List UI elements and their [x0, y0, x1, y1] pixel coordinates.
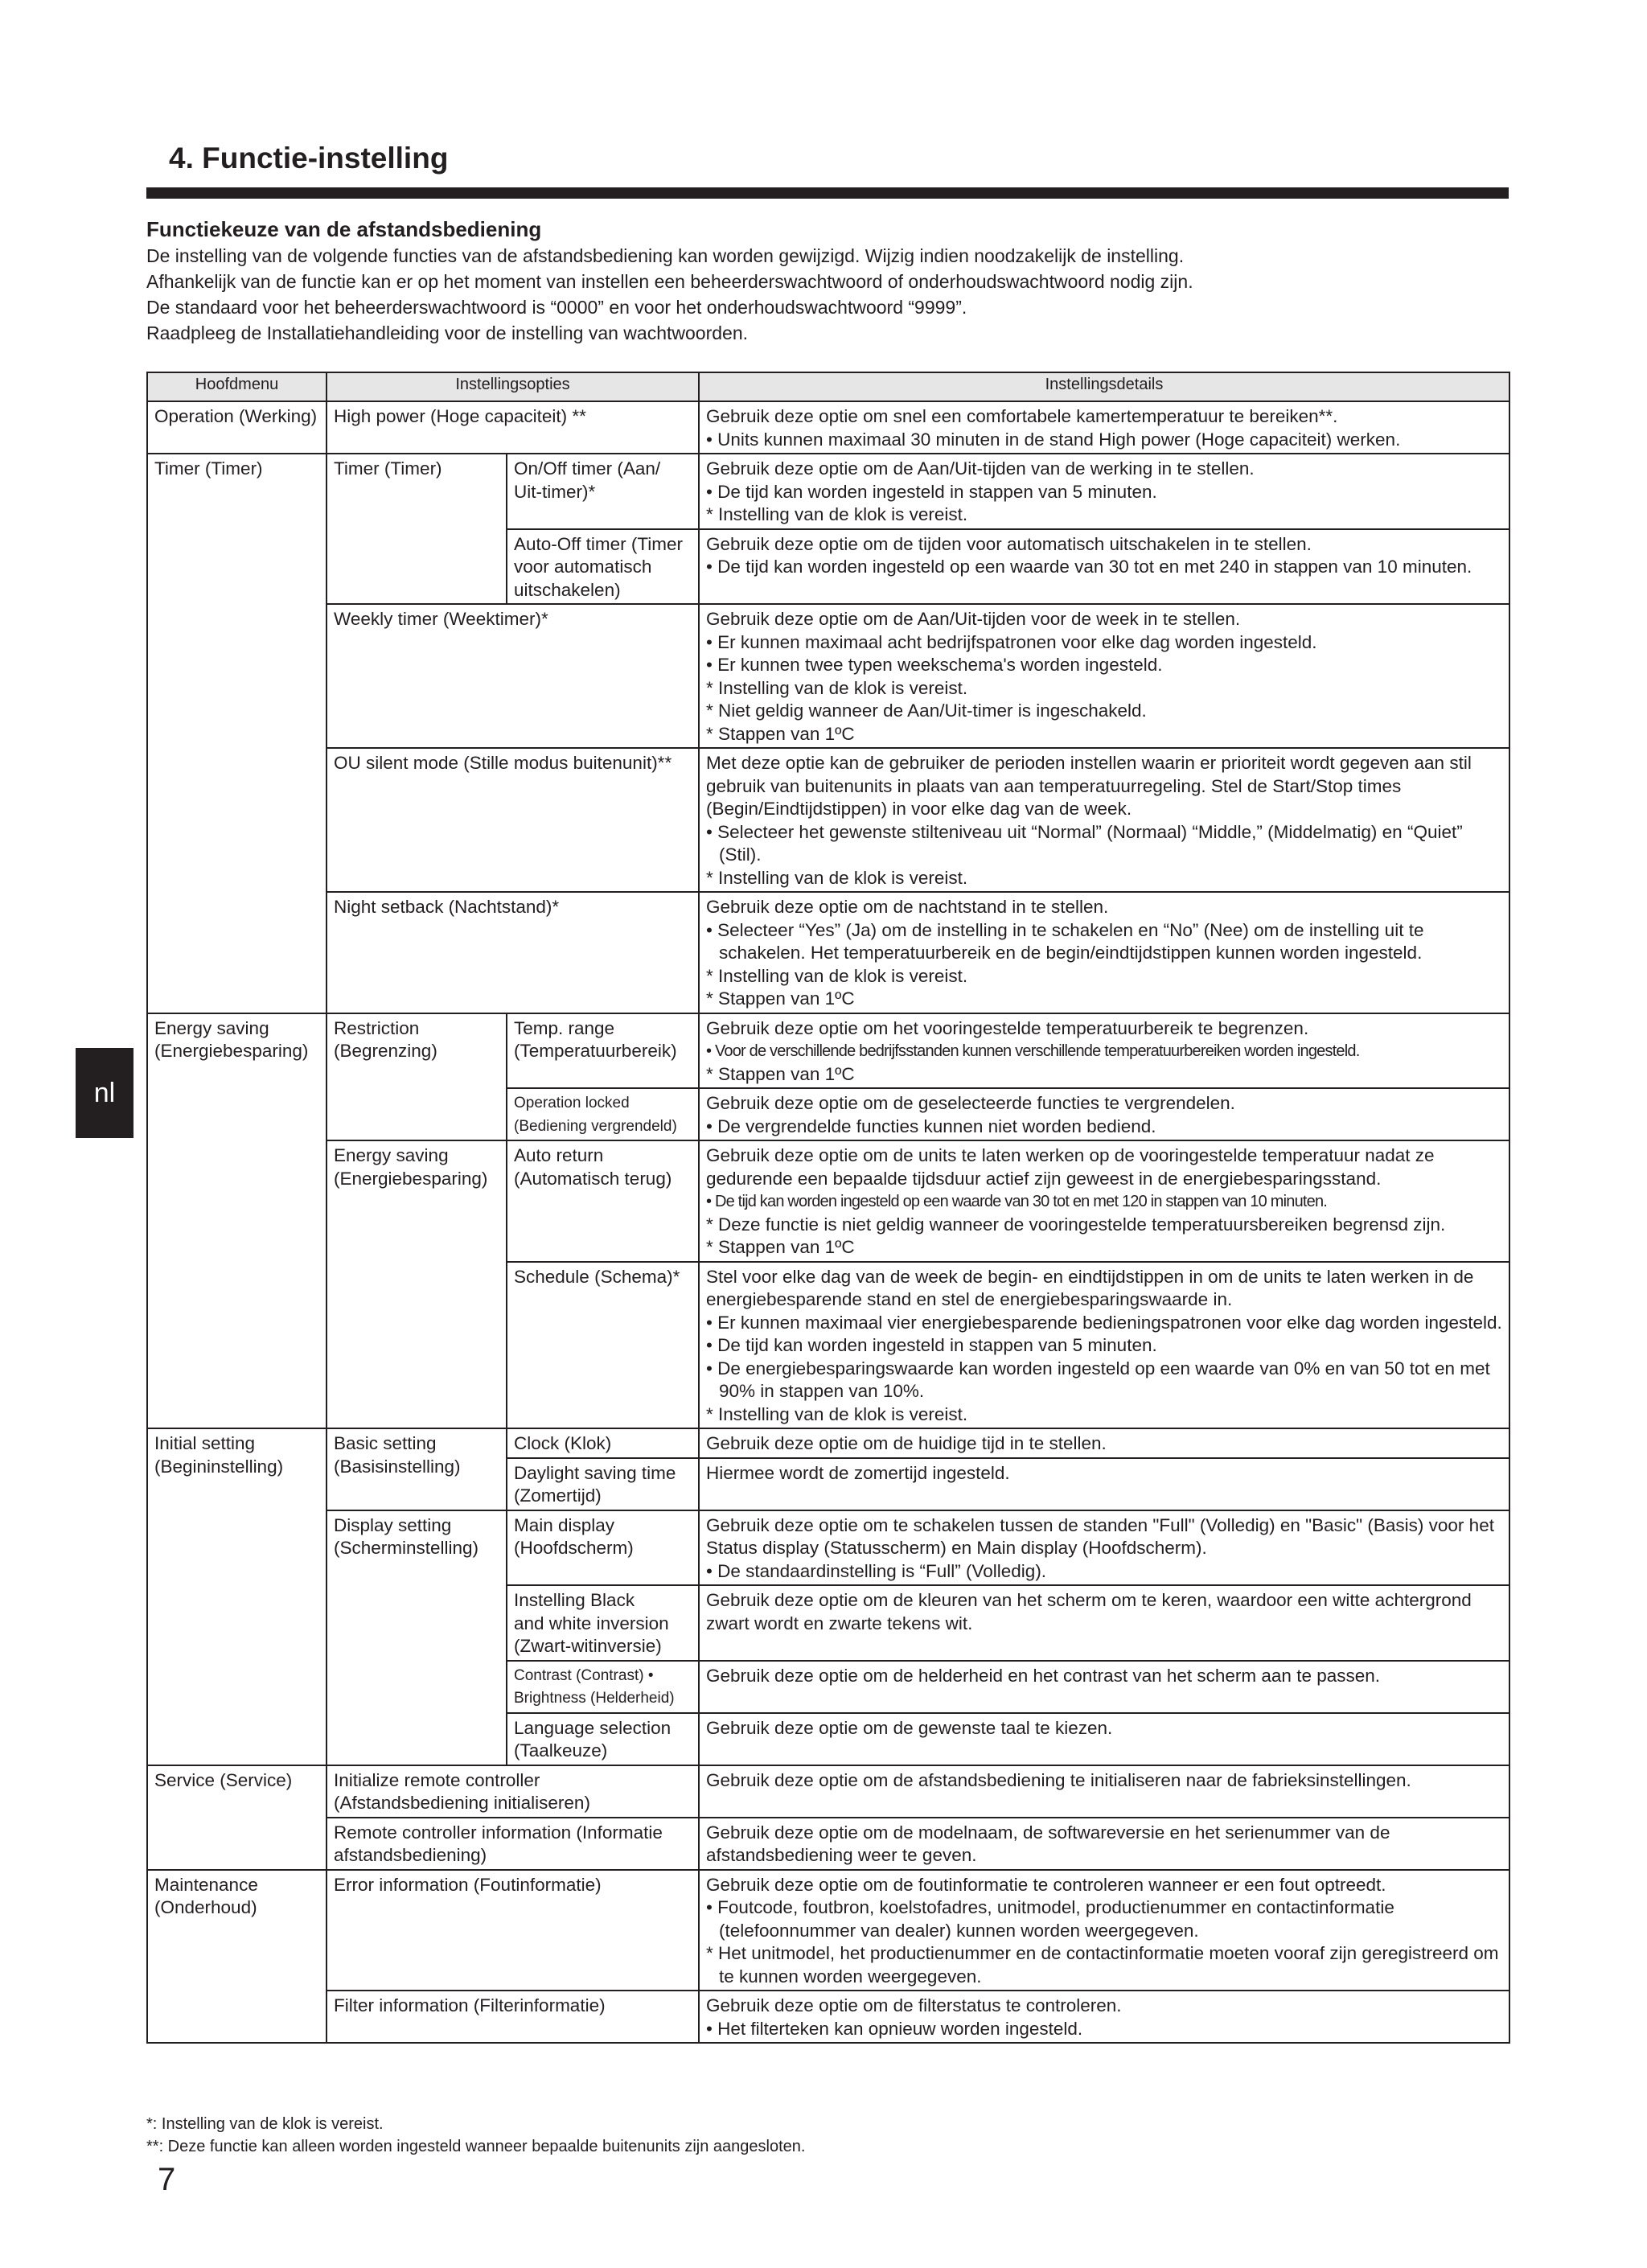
- details-initialize-remote: [699, 1765, 1509, 1818]
- option-line: and white inversion: [514, 1613, 669, 1633]
- details-temp-range: [699, 1013, 1509, 1089]
- menu-line: Initial setting: [154, 1433, 256, 1453]
- details-weekly-timer: [699, 604, 1509, 748]
- title-divider: [146, 187, 1509, 199]
- detail-line: * Stappen van 1ºC: [706, 723, 855, 744]
- detail-line: * Stappen van 1ºC: [706, 1237, 855, 1257]
- detail-line: • De energiebesparingswaarde kan worden ingesteld op een waarde van 0% en van 50 tot en met 90% in stappen van 10%.: [706, 1358, 1490, 1401]
- details-contrast-brightness: [699, 1661, 1509, 1713]
- intro-line: Raadpleeg de Installatiehandleiding voor de instelling van wachtwoorden.: [146, 323, 749, 343]
- detail-line: * Stappen van 1ºC: [706, 1063, 855, 1084]
- option-line: (Hoofdscherm): [514, 1538, 634, 1558]
- table-row: [147, 748, 1509, 892]
- detail-line: Gebruik deze optie om de kleuren van het scherm om te keren, waardoor een witte achtergrond zwart wordt en zwarte tekens wit.: [706, 1590, 1472, 1633]
- option-line: afstandsbediening): [334, 1845, 487, 1865]
- detail-line: * Instelling van de klok is vereist.: [706, 1403, 968, 1424]
- detail-line: * Instelling van de klok is vereist.: [706, 677, 968, 698]
- option-display-setting: [327, 1510, 507, 1765]
- option-line: Operation locked: [514, 1095, 630, 1111]
- details-operation-locked: [699, 1088, 1509, 1140]
- option-line: voor automatisch: [514, 557, 652, 577]
- detail-line: Met deze optie kan de gebruiker de perioden instellen waarin er prioriteit wordt gegeven aan stil gebruik van buitenunits in plaats van aan temperatuurregeling. Stel de Start/Stop times (Begin/Eindtijdstippen) in voor elke dag van de week.: [706, 753, 1472, 819]
- details-high-power: [699, 401, 1509, 454]
- detail-line: Gebruik deze optie om de huidige tijd in te stellen.: [706, 1433, 1107, 1453]
- option-line: Contrast (Contrast) •: [514, 1666, 654, 1684]
- option-operation-locked: [507, 1088, 699, 1140]
- menu-line: Maintenance: [154, 1874, 258, 1895]
- detail-line: • Voor de verschillende bedrijfsstanden kunnen verschillende temperatuurbereiken worden ingesteld.: [706, 1042, 1360, 1060]
- details-filter-info: [699, 1991, 1509, 2043]
- option-error-info: Error information (Foutinformatie): [327, 1870, 699, 1991]
- option-daylight-saving: [507, 1458, 699, 1510]
- detail-line: • De vergrendelde functies kunnen niet worden bediend.: [706, 1116, 1156, 1136]
- table-row: [147, 1013, 1509, 1089]
- option-filter-info: Filter information (Filterinformatie): [327, 1991, 699, 2043]
- intro-line: De instelling van de volgende functies van de afstandsbediening kan worden gewijzigd. Wijzig indien noodzakelijk de instelling.: [146, 245, 1185, 266]
- details-main-display: [699, 1510, 1509, 1586]
- details-daylight-saving: [699, 1458, 1509, 1510]
- option-line: Daylight saving time: [514, 1462, 676, 1483]
- option-contrast-brightness: [507, 1661, 699, 1713]
- detail-line: • Foutcode, foutbron, koelstofadres, unitmodel, productienummer en contactinformatie (telefoonnummer van dealer) kunnen worden weergegeven.: [706, 1897, 1394, 1941]
- option-timer: Timer (Timer): [327, 454, 507, 604]
- details-onoff-timer: [699, 454, 1509, 529]
- option-line: Language selection: [514, 1717, 672, 1738]
- col-header-options: Instellingsopties: [327, 372, 699, 401]
- option-line: Temp. range: [514, 1017, 615, 1038]
- option-main-display: [507, 1510, 699, 1586]
- menu-line: (Begininstelling): [154, 1456, 284, 1477]
- function-settings-table: [146, 372, 1510, 2044]
- menu-service: Service (Service): [147, 1765, 327, 1870]
- option-energy-saving: [327, 1140, 507, 1428]
- option-temp-range: [507, 1013, 699, 1089]
- detail-line: Gebruik deze optie om de helderheid en het contrast van het scherm aan te passen.: [706, 1665, 1381, 1686]
- table-row: [147, 1510, 1509, 1586]
- option-clock: Clock (Klok): [507, 1428, 699, 1458]
- detail-line: Gebruik deze optie om het vooringestelde temperatuurbereik te begrenzen.: [706, 1017, 1309, 1038]
- option-line: (Energiebesparing): [334, 1168, 488, 1189]
- table-row: [147, 1140, 1509, 1262]
- detail-line: Gebruik deze optie om te schakelen tussen de standen "Full" (Volledig) en "Basic" (Basis) voor het Status display (Statusscherm) en Main display (Hoofdscherm).: [706, 1514, 1494, 1558]
- detail-line: • Units kunnen maximaal 30 minuten in de stand High power (Hoge capaciteit) werken.: [706, 429, 1401, 450]
- menu-operation: Operation (Werking): [147, 401, 327, 454]
- details-remote-info: [699, 1818, 1509, 1870]
- option-line: (Temperatuurbereik): [514, 1041, 677, 1061]
- option-initialize-remote: [327, 1765, 699, 1818]
- option-line: (Taalkeuze): [514, 1740, 608, 1761]
- detail-line: Gebruik deze optie om de modelnaam, de softwareversie en het serienummer van de afstandsbediening weer te geven.: [706, 1822, 1390, 1865]
- detail-line: * Instelling van de klok is vereist.: [706, 504, 968, 524]
- detail-line: Gebruik deze optie om de geselecteerde functies te vergrendelen.: [706, 1093, 1235, 1113]
- option-ou-silent-mode: OU silent mode (Stille modus buitenunit)**: [327, 748, 699, 892]
- option-auto-return: [507, 1140, 699, 1262]
- details-clock: [699, 1428, 1509, 1458]
- detail-line: * Het unitmodel, het productienummer en de contactinformatie moeten vooraf zijn geregistreerd om te kunnen worden weergegeven.: [706, 1943, 1499, 1987]
- col-header-main-menu: Hoofdmenu: [147, 372, 327, 401]
- option-remote-info: [327, 1818, 699, 1870]
- table-row: [147, 1818, 1509, 1870]
- table-row: [147, 1428, 1509, 1458]
- details-ou-silent-mode: [699, 748, 1509, 892]
- table-row: [147, 1870, 1509, 1991]
- detail-line: Gebruik deze optie om de tijden voor automatisch uitschakelen in te stellen.: [706, 533, 1312, 554]
- detail-line: Gebruik deze optie om de afstandsbediening te initialiseren naar de fabrieksinstellingen.: [706, 1769, 1411, 1790]
- option-line: Remote controller information (Informatie: [334, 1822, 663, 1843]
- option-line: Initialize remote controller: [334, 1769, 540, 1790]
- detail-line: Gebruik deze optie om de nachtstand in te stellen.: [706, 897, 1109, 917]
- intro-line: Afhankelijk van de functie kan er op het moment van instellen een beheerderswachtwoord of onderhoudswachtwoord nodig zijn.: [146, 271, 1193, 292]
- option-line: Uit-timer)*: [514, 481, 596, 502]
- option-line: Main display: [514, 1514, 615, 1535]
- option-basic-setting: [327, 1428, 507, 1510]
- table-row: [147, 892, 1509, 1013]
- detail-line: • Er kunnen maximaal vier energiebesparende bedieningspatronen voor elke dag worden ingesteld.: [706, 1312, 1502, 1333]
- details-language-selection: [699, 1713, 1509, 1765]
- detail-line: • De tijd kan worden ingesteld in stappen van 5 minuten.: [706, 1335, 1157, 1355]
- option-line: Display setting: [334, 1514, 452, 1535]
- option-line: On/Off timer (Aan/: [514, 458, 661, 479]
- detail-line: Gebruik deze optie om de units te laten werken op de vooringestelde temperatuur nadat ze gedurende een bepaalde tijdsduur actief zijn geweest in de energiebesparingsstand.: [706, 1145, 1435, 1189]
- menu-line: (Onderhoud): [154, 1897, 257, 1917]
- option-line: Instelling Black: [514, 1590, 635, 1610]
- detail-line: • Er kunnen maximaal acht bedrijfspatronen voor elke dag worden ingesteld.: [706, 631, 1317, 652]
- option-line: uitschakelen): [514, 579, 621, 600]
- option-line: Restriction: [334, 1017, 420, 1038]
- option-line: Auto return: [514, 1145, 604, 1165]
- details-schedule: [699, 1262, 1509, 1429]
- menu-initial-setting: [147, 1428, 327, 1765]
- detail-line: * Deze functie is niet geldig wanneer de vooringestelde temperatuursbereiken begrensd zijn.: [706, 1214, 1446, 1235]
- detail-line: Stel voor elke dag van de week de begin- en eindtijdstippen in om de units te laten werken in de energiebesparende stand en stel de energiebesparingswaarde in.: [706, 1266, 1474, 1309]
- option-line: (Afstandsbediening initialiseren): [334, 1793, 590, 1813]
- details-error-info: [699, 1870, 1509, 1991]
- table-row: [147, 1765, 1509, 1818]
- option-line: Auto-Off timer (Timer: [514, 533, 684, 554]
- detail-line: • De tijd kan worden ingesteld op een waarde van 30 tot en met 240 in stappen van 10 minuten.: [706, 557, 1472, 577]
- detail-line: Gebruik deze optie om de gewenste taal te kiezen.: [706, 1717, 1113, 1738]
- detail-line: • Selecteer “Yes” (Ja) om de instelling in te schakelen en “No” (Nee) om de instelling uit te schakelen. Het temperatuurbereik en de begin/eindtijdstippen kunnen worden ingesteld.: [706, 919, 1424, 963]
- option-schedule: Schedule (Schema)*: [507, 1262, 699, 1429]
- col-header-details: Instellingsdetails: [699, 372, 1509, 401]
- detail-line: • Het filterteken kan opnieuw worden ingesteld.: [706, 2018, 1083, 2039]
- option-line: (Scherminstelling): [334, 1538, 479, 1558]
- intro-text: [146, 243, 1193, 346]
- table-header-row: [147, 372, 1509, 401]
- footnote: **: Deze functie kan alleen worden ingesteld wanneer bepaalde buitenunits zijn aangesloten.: [146, 2138, 806, 2155]
- detail-line: * Niet geldig wanneer de Aan/Uit-timer is ingeschakeld.: [706, 701, 1147, 721]
- option-line: Basic setting: [334, 1433, 437, 1453]
- details-night-setback: [699, 892, 1509, 1013]
- menu-maintenance: [147, 1870, 327, 2044]
- detail-line: Hiermee wordt de zomertijd ingesteld.: [706, 1462, 1010, 1483]
- option-weekly-timer: Weekly timer (Weektimer)*: [327, 604, 699, 748]
- option-night-setback: Night setback (Nachtstand)*: [327, 892, 699, 1013]
- option-bw-inversion: [507, 1585, 699, 1661]
- menu-line: (Energiebesparing): [154, 1041, 309, 1061]
- option-line: (Bediening vergrendeld): [514, 1117, 677, 1135]
- detail-line: * Stappen van 1ºC: [706, 988, 855, 1009]
- option-line: (Begrenzing): [334, 1041, 437, 1061]
- detail-line: • Selecteer het gewenste stilteniveau uit “Normal” (Normaal) “Middle,” (Middelmatig) en “Quiet” (Stil).: [706, 821, 1463, 865]
- detail-line: * Instelling van de klok is vereist.: [706, 965, 968, 986]
- sub-heading: Functiekeuze van de afstandsbediening: [146, 217, 542, 241]
- option-high-power: High power (Hoge capaciteit) **: [327, 401, 699, 454]
- detail-line: Gebruik deze optie om de foutinformatie te controleren wanneer er een fout optreedt.: [706, 1874, 1386, 1895]
- detail-line: • De tijd kan worden ingesteld op een waarde van 30 tot en met 120 in stappen van 10 minuten.: [706, 1193, 1328, 1210]
- option-restriction: [327, 1013, 507, 1141]
- option-auto-off-timer: [507, 529, 699, 605]
- detail-line: Gebruik deze optie om de Aan/Uit-tijden van de werking in te stellen.: [706, 458, 1255, 479]
- detail-line: • De standaardinstelling is “Full” (Volledig).: [706, 1560, 1047, 1581]
- detail-line: • Er kunnen twee typen weekschema's worden ingesteld.: [706, 655, 1163, 675]
- option-line: (Automatisch terug): [514, 1168, 672, 1189]
- option-line: (Basisinstelling): [334, 1456, 461, 1477]
- option-line: Energy saving: [334, 1145, 449, 1165]
- option-line: (Zomertijd): [514, 1485, 602, 1506]
- footnote: *: Instelling van de klok is vereist.: [146, 2115, 384, 2133]
- footnotes: [146, 2113, 805, 2158]
- table-row: [147, 1991, 1509, 2043]
- detail-line: Gebruik deze optie om de filterstatus te controleren.: [706, 1995, 1122, 2015]
- menu-timer: Timer (Timer): [147, 454, 327, 1013]
- detail-line: Gebruik deze optie om de Aan/Uit-tijden voor de week in te stellen.: [706, 609, 1241, 629]
- table-row: [147, 401, 1509, 454]
- intro-line: De standaard voor het beheerderswachtwoord is “0000” en voor het onderhoudswachtwoord “9999”.: [146, 297, 967, 318]
- language-tab: nl: [76, 1048, 133, 1138]
- page-number: 7: [158, 2162, 176, 2197]
- section-title: 4. Functie-instelling: [169, 142, 449, 175]
- menu-energy-saving: [147, 1013, 327, 1429]
- option-line: (Zwart-witinversie): [514, 1636, 662, 1656]
- table-row: [147, 604, 1509, 748]
- details-auto-off-timer: [699, 529, 1509, 605]
- table-row: [147, 454, 1509, 529]
- option-language-selection: [507, 1713, 699, 1765]
- option-line: Brightness (Helderheid): [514, 1690, 675, 1707]
- detail-line: Gebruik deze optie om snel een comfortabele kamertemperatuur te bereiken**.: [706, 406, 1338, 426]
- menu-line: Energy saving: [154, 1017, 269, 1038]
- details-auto-return: [699, 1140, 1509, 1262]
- option-onoff-timer: [507, 454, 699, 529]
- details-bw-inversion: [699, 1585, 1509, 1661]
- detail-line: • De tijd kan worden ingesteld in stappen van 5 minuten.: [706, 481, 1157, 502]
- detail-line: * Instelling van de klok is vereist.: [706, 867, 968, 888]
